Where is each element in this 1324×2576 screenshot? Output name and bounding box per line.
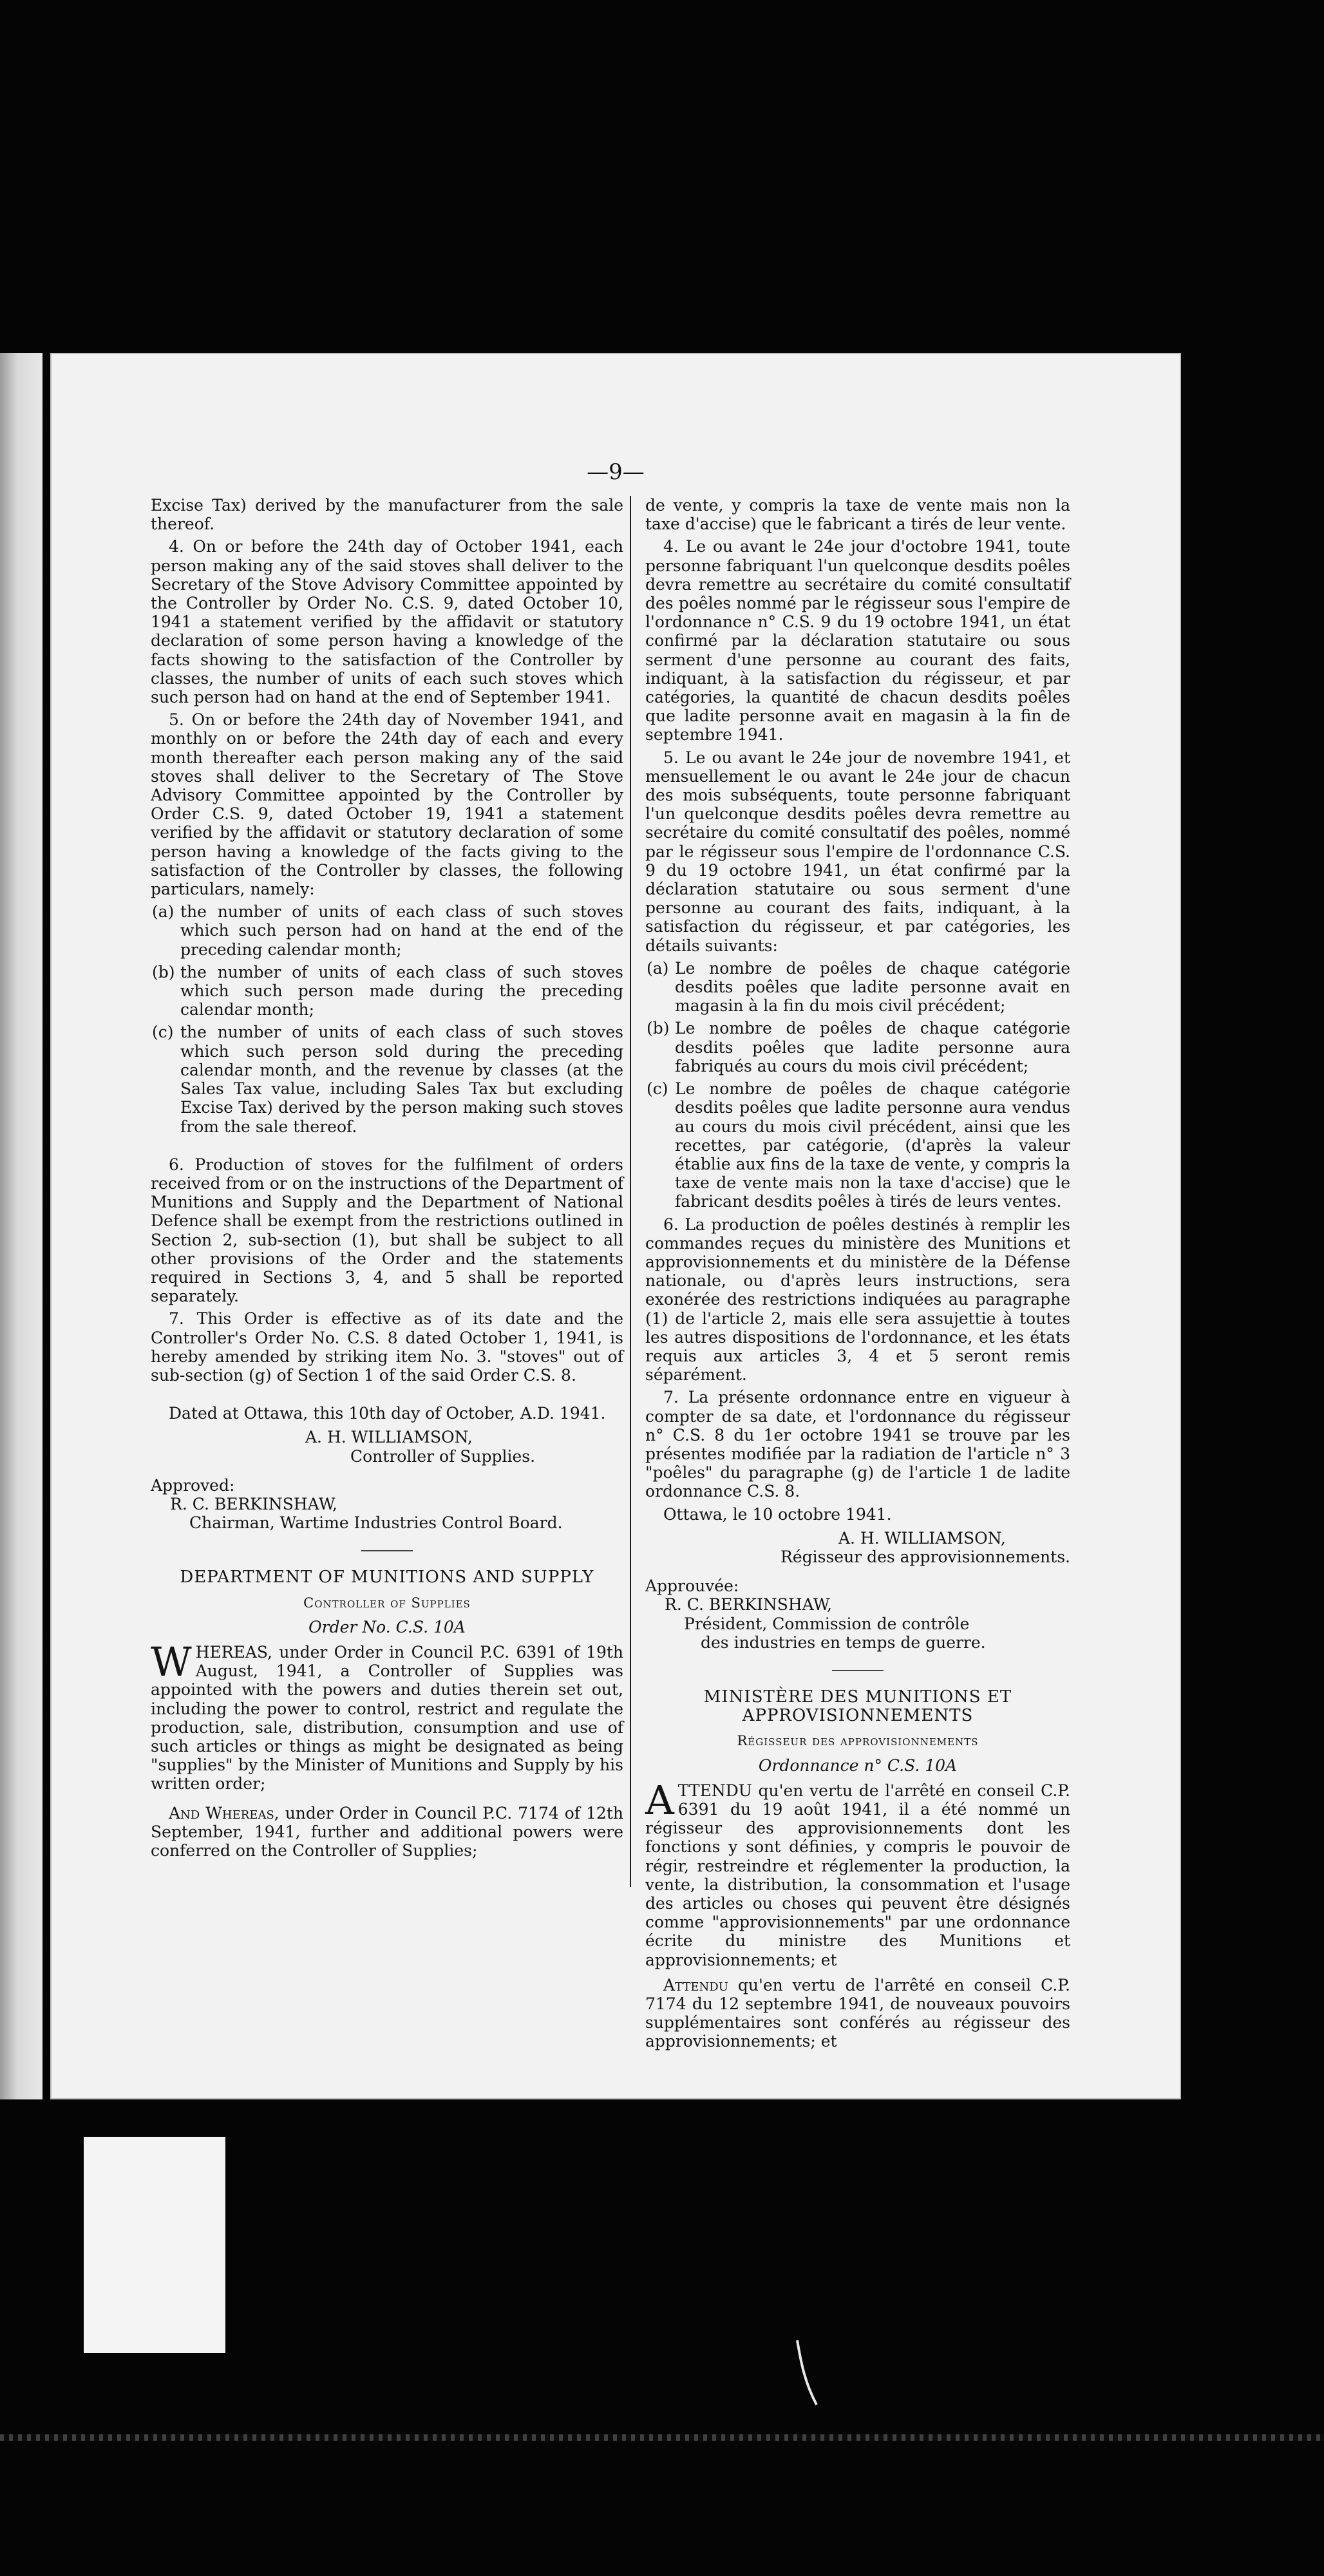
paragraph-6: 6. Production of stoves for the fulfilment of orders received from or on the instructions of the Department of Munitions and Supply and the Department of National Defence shall be exempt from the restrictions outlined in Section 2, sub-section (1), but shall be subject to all other provisions of the Order and the statements required in Sections 3, 4, and 5 shall be reported separately. [151, 1155, 623, 1306]
signature-block [151, 1428, 623, 1465]
paragraph-6: 6. La production de poêles destinés à remplir les commandes reçues du ministère des Munitions et approvisionnements et du ministère de la Défense nationale, ou d'après leurs instructions, sera exonérée des restrictions indiquées au paragraphe (1) de l'article 2, mais elle sera assujettie à toutes les autres dispositions de l'ordonnance, et les états requis aux articles 3, 4 et 5 seront remis séparément. [645, 1215, 1070, 1385]
approver-role-continued: des industries en temps de guerre. [701, 1633, 986, 1652]
list-item-text: Le nombre de poêles de chaque catégorie desdits poêles que ladite personne avait en magasin à la fin du mois civil précédent; [675, 958, 1070, 1016]
attendu-2-text: qu'en vertu de l'arrêté en conseil C.P. 7174 du 12 septembre 1941, de nouveaux pouvoirs supplémentaires sont conférés au régisseur des approvisionnements; et [645, 1975, 1070, 2051]
approved-label: Approuvée: [645, 1577, 739, 1596]
approver-role: Chairman, Wartime Industries Control Board. [189, 1513, 563, 1533]
signer-name: A. H. WILLIAMSON, [838, 1528, 1006, 1548]
list-item-text: Le nombre de poêles de chaque catégorie desdits poêles que ladite personne aura fabriqués au cours du mois civil précédent; [675, 1019, 1070, 1075]
continuation-text: Excise Tax) derived by the manufacturer from the sale thereof. [151, 496, 623, 534]
dated-line: Ottawa, le 10 octobre 1941. [663, 1504, 892, 1524]
english-column [151, 496, 623, 1864]
whereas-text: HEREAS, under Order in Council P.C. 6391 of 19th August, 1941, a Controller of Supplies was appointed with the powers and duties therein set out, including the power to control, restrict and regulate the production, sale, distribution, consumption and use of such articles or things as might be designated as being "supplies" by the Minister of Munitions and Supply by his written order; [151, 1642, 623, 1794]
scratch-mark [795, 2338, 820, 2409]
department-heading: MINISTÈRE DES MUNITIONS ET [703, 1687, 1012, 1707]
attendu-2-lead: Attendu [663, 1975, 728, 1994]
list-item-text: the number of units of each class of such stoves which such person sold during the preceding calendar month, and the revenue by classes (at the Sales Tax value, including Sales Tax but excluding Excise Tax) derived by the person making such stoves from the sale thereof. [180, 1023, 623, 1136]
signer-role: Controller of Supplies. [350, 1446, 536, 1466]
drop-cap: A [645, 1776, 674, 1824]
list-item [645, 959, 1070, 1016]
and-whereas-paragraph [151, 1804, 623, 1861]
order-number: Order No. C.S. 10A [308, 1617, 466, 1636]
film-edge-band [0, 2434, 1324, 2441]
continuation-text: de vente, y compris la taxe de vente mais non la taxe d'accise) que le fabricant a tirés de leur vente. [645, 496, 1070, 534]
approver-role: Président, Commission de contrôle [684, 1614, 970, 1633]
paragraph-7: 7. This Order is effective as of its date and the Controller's Order No. C.S. 8 dated October 1, 1941, is hereby amended by striking item No. 3. "stoves" out of sub-section (g) of Section 1 of the said Order C.S. 8. [151, 1309, 623, 1385]
paragraph-4: 4. Le ou avant le 24e jour d'octobre 1941, toute personne fabriquant l'un quelconque desdits poêles devra remettre au secrétaire du comité consultatif des poêles nommé par le régisseur sous l'empire de l'ordonnance n° C.S. 9 du 19 octobre 1941, un état confirmé par la déclaration statutaire ou sous serment d'une personne au courant des faits, indiquant, à la satisfaction du régisseur, et par catégories, la quantité de chacun desdits poêles que ladite personne avait en magasin à la fin de septembre 1941. [645, 537, 1070, 744]
controller-subheading: Régisseur des approvisionnements [737, 1733, 979, 1749]
department-heading: DEPARTMENT OF MUNITIONS AND SUPPLY [180, 1567, 594, 1587]
section-rule [361, 1550, 413, 1551]
paragraph-4: 4. On or before the 24th day of October 1941, each person making any of the said stoves shall deliver to the Secretary of the Stove Advisory Committee appointed by the Controller by Order No. C.S. 9, dated October 10, 1941 a statement verified by the affidavit or statutory declaration of some person having a knowledge of the facts showing to the satisfaction of the Controller by classes, the number of units of each such stoves which such person had on hand at the end of September 1941. [151, 537, 623, 707]
drop-cap: W [151, 1638, 192, 1685]
list-item-label: (b) [152, 962, 175, 981]
attendu-2-paragraph [645, 1976, 1070, 2051]
approval-block [151, 1476, 623, 1533]
approver-name: R. C. BERKINSHAW, [665, 1595, 832, 1615]
list-item-label: (c) [152, 1023, 174, 1042]
adjacent-page-shadow [0, 353, 43, 2099]
page-number: —9— [587, 459, 645, 485]
attendu-text: TTENDU qu'en vertu de l'arrêté en conseil C.P. 6391 du 19 août 1941, il a été nommé un régisseur des approvisionnements dont les fonctions y sont définies, y compris le pouvoir de régir, restreindre et réglementer la production, la vente, la distribution, la consommation et l'usage des articles ou choses qui peuvent être désignés comme "approvisionnements" par une ordonnance écrite du ministre des Munitions et approvisionnements; et [645, 1781, 1070, 1969]
department-heading-continued: APPROVISIONNEMENTS [742, 1706, 974, 1726]
signer-name: A. H. WILLIAMSON, [305, 1428, 473, 1447]
paragraph-5: 5. Le ou avant le 24e jour de novembre 1941, et mensuellement le ou avant le 24e jour de chacun des mois subséquents, toute personne fabriquant l'un quelconque desdits poêles devra remettre au secrétaire du comité consultatif des poêles, nommé par le régisseur sous l'empire de l'ordonnance C.S. 9 du 19 octobre 1941, un état confirmé par la déclaration statutaire ou sous serment d'une personne au courant des faits, indiquant, à la satisfaction du régisseur, et par catégories, les détails suivants: [645, 748, 1070, 955]
adjacent-page-edge [0, 353, 43, 2099]
list-item [645, 1019, 1070, 1075]
approver-name: R. C. BERKINSHAW, [170, 1494, 337, 1513]
list-item-text: the number of units of each class of such stoves which such person had on hand at the end of the preceding calendar month; [180, 902, 623, 959]
list-item-text: Le nombre de poêles de chaque catégorie desdits poêles que ladite personne aura vendus au cours du mois civil précédent, ainsi que les recettes, par catégorie, (d'après la valeur établie aux fins de la taxe de vente, y compris la taxe de vente mais non la taxe d'accise) que le fabricant desdits poêles à tirés de leurs ventes. [675, 1079, 1070, 1211]
section-rule [832, 1670, 884, 1671]
blank-card [84, 2137, 225, 2353]
column-divider [630, 496, 631, 1887]
list-item [151, 1023, 623, 1135]
signature-block [645, 1529, 1070, 1566]
dated-line: Dated at Ottawa, this 10th day of October, A.D. 1941. [169, 1404, 606, 1423]
list-item-label: (b) [647, 1019, 670, 1038]
whereas-paragraph [151, 1638, 623, 1794]
and-whereas-text: , under Order in Council P.C. 7174 of 12th September, 1941, further and additional powers were conferred on the Controller of Supplies; [151, 1803, 623, 1860]
approval-block [645, 1577, 1070, 1652]
approved-label: Approved: [151, 1475, 235, 1495]
order-number: Ordonnance n° C.S. 10A [758, 1756, 958, 1775]
french-column [645, 496, 1070, 2055]
paragraph-7: 7. La présente ordonnance entre en vigueur à compter de sa date, et l'ordonnance du régisseur n° C.S. 8 du 1er octobre 1941 se trouve par les présentes modifiée par la radiation de l'article n° 3 "poêles" du paragraphe (g) de l'article 1 de ladite ordonnance C.S. 8. [645, 1388, 1070, 1501]
list-item-label: (c) [647, 1079, 668, 1099]
list-item [151, 902, 623, 959]
attendu-paragraph [645, 1776, 1070, 1969]
paragraph-5: 5. On or before the 24th day of November 1941, and monthly on or before the 24th day of each and every month thereafter each person making any of the said stoves shall deliver to the Secretary of The Stove Advisory Committee appointed by the Controller by Order C.S. 9, dated October 19, 1941 a statement verified by the affidavit or statutory declaration of some person having a knowledge of the facts giving to the satisfaction of the Controller by classes, the following particulars, namely: [151, 710, 623, 899]
list-item-text: the number of units of each class of such stoves which such person made during the preceding calendar month; [180, 962, 623, 1019]
signer-role: Régisseur des approvisionnements. [780, 1547, 1070, 1566]
list-item-label: (a) [152, 902, 175, 922]
and-whereas-lead: And Whereas [169, 1803, 274, 1823]
controller-subheading: Controller of Supplies [303, 1595, 471, 1611]
list-item-label: (a) [647, 958, 669, 978]
list-item [645, 1079, 1070, 1211]
list-item [151, 963, 623, 1019]
